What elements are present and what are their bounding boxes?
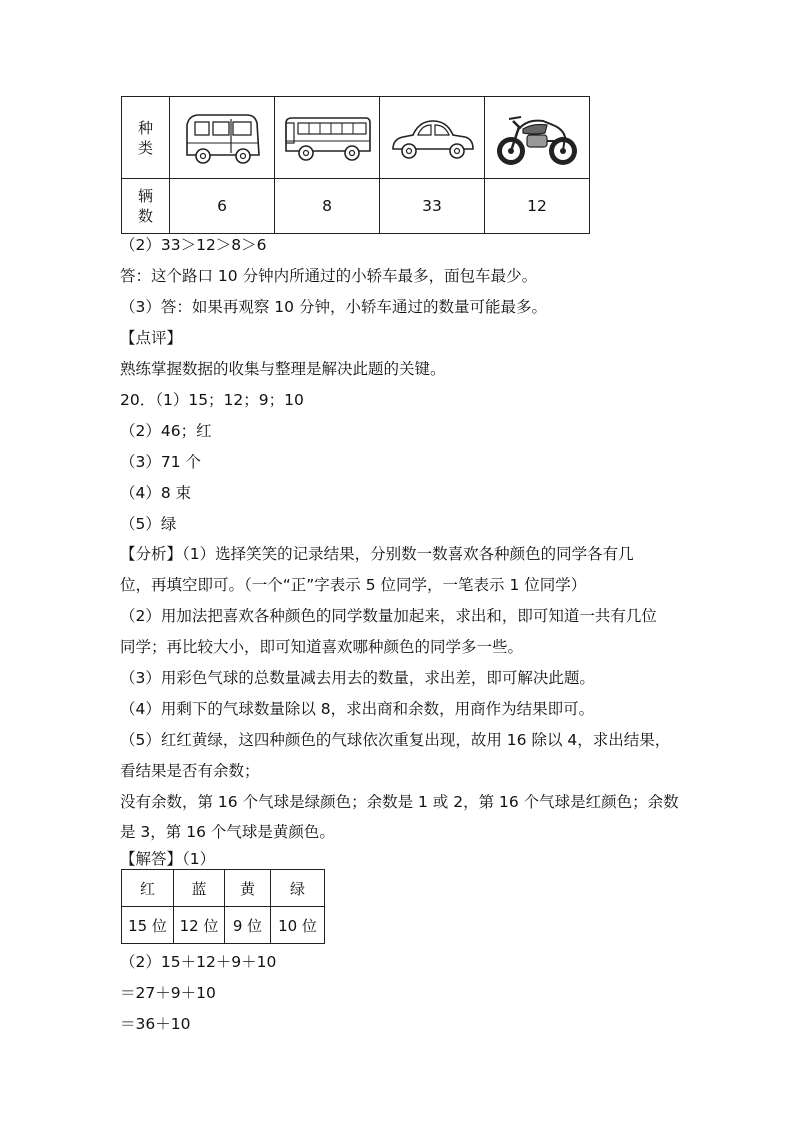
analysis-line: （2）用加法把喜欢各种颜色的同学数量加起来，求出和，即可知道一共有几位: [120, 607, 657, 625]
text-line: （2）33＞12＞8＞6: [120, 236, 267, 254]
text-line: （3）71 个: [120, 453, 202, 471]
count-header-cell: [122, 179, 170, 234]
car-count: 33: [380, 179, 485, 234]
calculation-line: （2）15＋12＋9＋10: [120, 953, 277, 971]
color-header-blue: 蓝: [174, 870, 225, 907]
calculation-line: ＝36＋10: [120, 1015, 191, 1033]
section-heading: 【点评】: [120, 329, 183, 347]
analysis-line: 是 3，第 16 个气球是黄颜色。: [120, 823, 335, 841]
analysis-line: 位，再填空即可。（一个“正”字表示 5 位同学，一笔表示 1 位同学）: [120, 576, 587, 594]
color-preference-table: [121, 869, 325, 944]
text-line: 答：这个路口 10 分钟内所通过的小轿车最多，面包车最少。: [120, 267, 538, 285]
count-header: 辆数: [137, 187, 153, 225]
color-value-blue: 12 位: [174, 907, 225, 944]
motorcycle-icon: [493, 107, 581, 169]
analysis-line: 没有余数，第 16 个气球是绿颜色；余数是 1 或 2，第 16 个气球是红颜色；余数: [120, 793, 679, 811]
bus-icon: [282, 113, 372, 163]
text-line: （3）答：如果再观察 10 分钟，小轿车通过的数量可能最多。: [120, 298, 547, 316]
car-icon: [389, 113, 475, 163]
color-header-green: 绿: [271, 870, 325, 907]
car-cell: [380, 97, 485, 179]
motorcycle-cell: [485, 97, 590, 179]
bus-count: 8: [275, 179, 380, 234]
text-line: （2）46；红: [120, 422, 212, 440]
color-header-yellow: 黄: [225, 870, 271, 907]
color-header-red: 红: [122, 870, 174, 907]
van-count: 6: [170, 179, 275, 234]
kind-header: 种类: [137, 118, 153, 157]
color-value-yellow: 9 位: [225, 907, 271, 944]
analysis-line: 看结果是否有余数；: [120, 762, 260, 780]
kind-header-cell: [122, 97, 170, 179]
color-value-red: 15 位: [122, 907, 174, 944]
bus-cell: [275, 97, 380, 179]
analysis-line: （5）红红黄绿，这四种颜色的气球依次重复出现，故用 16 除以 4，求出结果，: [120, 731, 671, 749]
van-icon: [181, 109, 263, 167]
analysis-line: （4）用剩下的气球数量除以 8，求出商和余数，用商作为结果即可。: [120, 700, 595, 718]
motorcycle-count: 12: [485, 179, 590, 234]
calculation-line: ＝27＋9＋10: [120, 984, 216, 1002]
solution-heading: 【解答】（1）: [120, 850, 216, 868]
analysis-line: 同学；再比较大小，即可知道喜欢哪种颜色的同学多一些。: [120, 638, 524, 656]
color-value-green: 10 位: [271, 907, 325, 944]
text-line: 熟练掌握数据的收集与整理是解决此题的关键。: [120, 360, 446, 378]
question-number-line: 20．（1）15；12；9；10: [120, 391, 304, 409]
text-line: （5）绿: [120, 515, 177, 533]
analysis-line: 【分析】（1）选择笑笑的记录结果，分别数一数喜欢各种颜色的同学各有几: [120, 545, 634, 563]
text-line: （4）8 束: [120, 484, 192, 502]
analysis-line: （3）用彩色气球的总数量减去用去的数量，求出差，即可解决此题。: [120, 669, 595, 687]
van-cell: [170, 97, 275, 179]
vehicle-count-table: [121, 96, 590, 234]
